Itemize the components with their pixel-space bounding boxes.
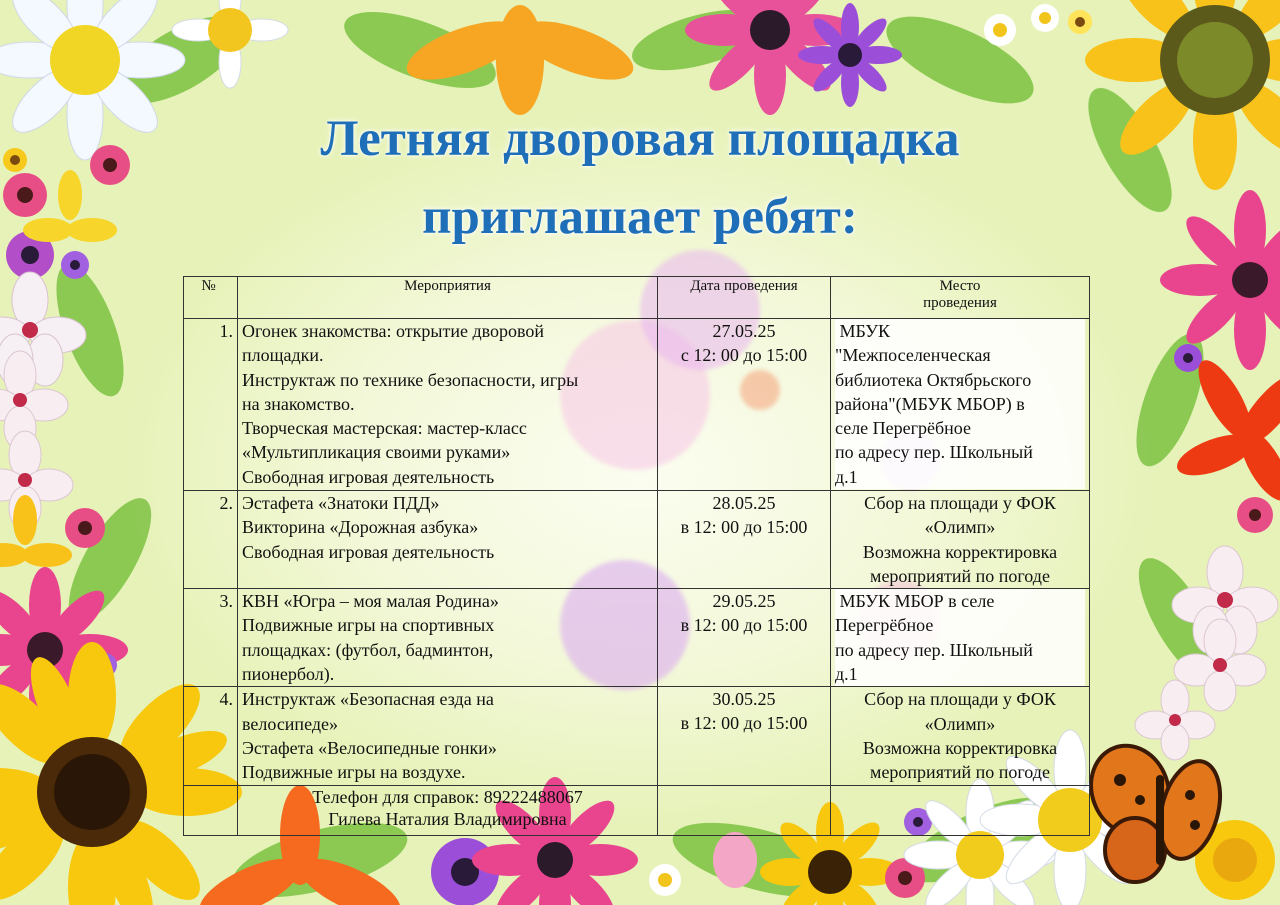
row-place (831, 589, 1090, 687)
contact-row (184, 785, 1090, 835)
contact-empty-cell (831, 785, 1090, 835)
place-line: по адресу пер. Школьный (835, 638, 1085, 662)
contact-name: Гилева Наталия Владимировна (328, 808, 567, 829)
place-line: МБУК (835, 319, 1085, 343)
place-line: МБУК МБОР в селе (835, 589, 1085, 613)
place-line: Сбор на площади у ФОК (864, 689, 1056, 710)
place-line: «Олимп» (924, 517, 996, 538)
row-number: 4. (184, 687, 238, 785)
event-line: Подвижные игры на воздухе. (242, 762, 466, 783)
place-line: селе Перегрёбное (835, 416, 1085, 440)
event-line: Инструктаж «Безопасная езда на (242, 689, 494, 710)
event-line: площадки. (242, 345, 324, 366)
event-line: Инструктаж по технике безопасности, игры (242, 369, 579, 390)
row-date (658, 491, 831, 589)
time-value: с 12: 00 до 15:00 (680, 345, 808, 365)
place-line: по адресу пер. Школьный (835, 440, 1085, 464)
table-row (184, 491, 1090, 589)
place-line: д.1 (835, 465, 1085, 489)
date-value: 30.05.25 (712, 689, 776, 710)
event-line: Свободная игровая деятельность (242, 466, 495, 487)
row-number: 1. (184, 319, 238, 491)
header-date: Дата проведения (658, 277, 831, 319)
event-line: «Мультипликация своими руками» (242, 442, 511, 463)
time-value: в 12: 00 до 15:00 (680, 517, 808, 537)
schedule-table (183, 276, 1090, 836)
date-value: 28.05.25 (712, 493, 776, 513)
place-line: библиотека Октябрьского (835, 368, 1085, 392)
event-line: пионербол). (242, 664, 335, 685)
place-line: района"(МБУК МБОР) в (835, 392, 1085, 416)
row-date (658, 687, 831, 785)
table-header-row (184, 277, 1090, 319)
contact-phone: Телефон для справок: 89222488067 (312, 786, 583, 807)
header-place-line-2: проведения (923, 295, 997, 311)
header-events: Мероприятия (238, 277, 658, 319)
header-place-line-1: Место (939, 278, 981, 294)
row-events (238, 319, 658, 491)
place-line: «Олимп» (924, 713, 996, 734)
date-value: 27.05.25 (712, 321, 776, 341)
table-row (184, 687, 1090, 785)
place-line: Сбор на площади у ФОК (864, 493, 1056, 513)
row-events (238, 491, 658, 589)
date-value: 29.05.25 (712, 591, 776, 612)
table-row (184, 319, 1090, 491)
event-line: Викторина «Дорожная азбука» (242, 517, 479, 538)
event-line: велосипеде» (242, 713, 338, 734)
event-line: на знакомство. (242, 393, 355, 414)
place-line: Возможна корректировка (862, 541, 1058, 562)
row-place (831, 319, 1090, 491)
row-events (238, 687, 658, 785)
event-line: Творческая мастерская: мастер-класс (242, 418, 527, 439)
event-line: Огонек знакомства: открытие дворовой (242, 321, 545, 341)
header-place (831, 277, 1090, 319)
row-number: 2. (184, 491, 238, 589)
time-value: в 12: 00 до 15:00 (680, 615, 808, 636)
row-place (831, 687, 1090, 785)
time-value: в 12: 00 до 15:00 (680, 713, 808, 734)
contact-empty-cell (658, 785, 831, 835)
header-number: № (184, 277, 238, 319)
contact-empty-cell (184, 785, 238, 835)
row-date (658, 589, 831, 687)
row-date (658, 319, 831, 491)
row-events (238, 589, 658, 687)
event-line: КВН «Югра – моя малая Родина» (242, 591, 499, 612)
place-line: д.1 (835, 662, 1085, 686)
event-line: площадках: (футбол, бадминтон, (242, 639, 494, 660)
place-line: "Межпоселенческая (835, 343, 1085, 367)
table-row (184, 589, 1090, 687)
place-line: Перегрёбное (835, 613, 1085, 637)
row-place (831, 491, 1090, 589)
event-line: Свободная игровая деятельность (242, 541, 495, 562)
page-title-line-2: приглашает ребят: (422, 189, 858, 245)
place-line: мероприятий по погоде (870, 762, 1050, 783)
page-title-line-1: Летняя дворовая площадка (320, 111, 960, 167)
event-line: Подвижные игры на спортивных (242, 615, 495, 636)
row-number: 3. (184, 589, 238, 687)
place-line: мероприятий по погоде (870, 565, 1050, 586)
place-line: Возможна корректировка (862, 737, 1058, 758)
event-line: Эстафета «Знатоки ПДД» (242, 493, 440, 513)
contact-cell (238, 785, 658, 835)
event-line: Эстафета «Велосипедные гонки» (242, 737, 497, 758)
